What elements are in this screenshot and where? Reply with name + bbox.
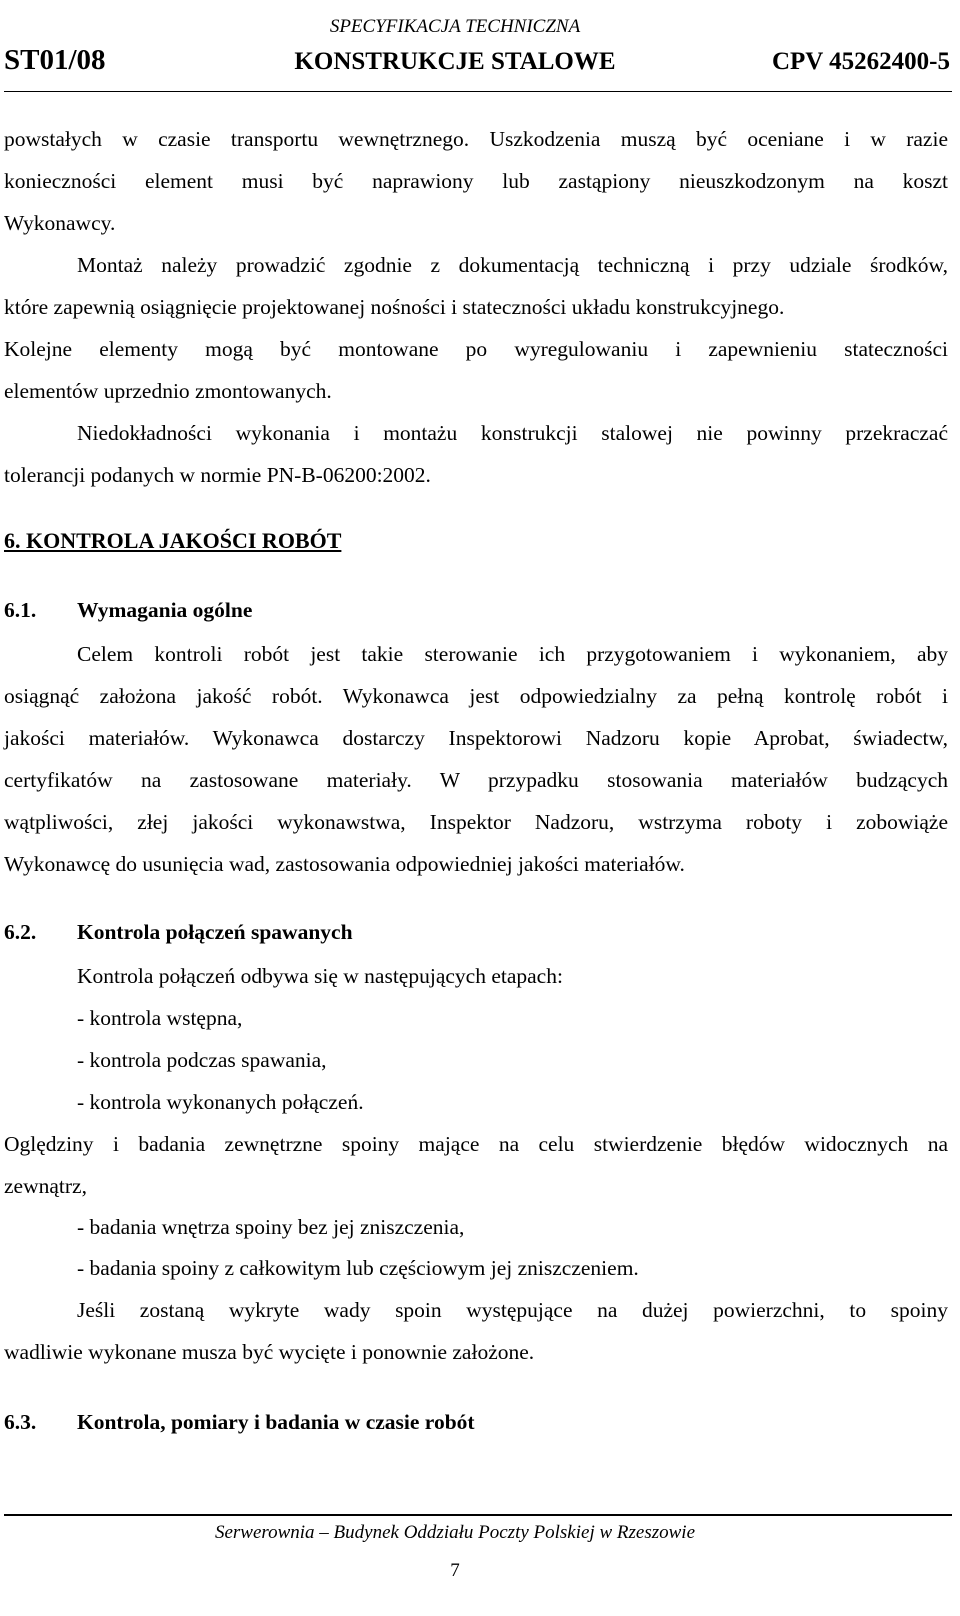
paragraph-line: Wykonawcę do usunięcia wad, zastosowania odpowiedniej jakości materiałów. bbox=[4, 852, 685, 876]
page-number: 7 bbox=[450, 1560, 460, 1581]
section-number-6-1: 6.1. bbox=[4, 598, 37, 622]
paragraph-line: jakości materiałów. Wykonawca dostarczy Inspektorowi Nadzoru kopie Aprobat, świadectw, bbox=[4, 726, 948, 750]
section-title-6-3: Kontrola, pomiary i badania w czasie robót bbox=[77, 1410, 475, 1434]
footer-divider bbox=[4, 1514, 952, 1516]
footer-text: Serwerownia – Budynek Oddziału Poczty Polskiej w Rzeszowie bbox=[214, 1522, 696, 1543]
paragraph-line: tolerancji podanych w normie PN-B-06200:2002. bbox=[4, 463, 431, 487]
paragraph-line: certyfikatów na zastosowane materiały. W przypadku stosowania materiałów budzących bbox=[4, 768, 948, 792]
paragraph-line: Jeśli zostaną wykryte wady spoin występujące na dużej powierzchni, to spoiny bbox=[77, 1298, 948, 1322]
header-cpv: CPV 45262400-5 bbox=[771, 48, 950, 75]
header-divider bbox=[4, 91, 952, 92]
paragraph-line: powstałych w czasie transportu wewnętrznego. Uszkodzenia muszą być oceniane i w razie bbox=[4, 127, 948, 151]
paragraph-line: Niedokładności wykonania i montażu konstrukcji stalowej nie powinny przekraczać bbox=[77, 421, 948, 445]
section-number-6-2: 6.2. bbox=[4, 920, 37, 944]
paragraph-line: Wykonawcy. bbox=[4, 211, 116, 235]
list-item: - badania spoiny z całkowitym lub częściowym jej zniszczeniem. bbox=[77, 1256, 639, 1280]
paragraph-line: Kolejne elementy mogą być montowane po wyregulowaniu i zapewnieniu stateczności bbox=[4, 337, 948, 361]
list-item: - kontrola wstępna, bbox=[77, 1006, 243, 1030]
header-spec-title: SPECYFIKACJA TECHNICZNA bbox=[329, 16, 581, 37]
paragraph-line: konieczności element musi być naprawiony lub zastąpiony nieuszkodzonym na koszt bbox=[4, 169, 948, 193]
paragraph-line: Montaż należy prowadzić zgodnie z dokumentacją techniczną i przy udziale środków, bbox=[77, 253, 948, 277]
section-heading-6: 6. KONTROLA JAKOŚCI ROBÓT bbox=[4, 528, 342, 553]
paragraph-line: elementów uprzednio zmontowanych. bbox=[4, 379, 332, 403]
paragraph-line: Kontrola połączeń odbywa się w następujących etapach: bbox=[77, 964, 563, 988]
paragraph-line: Celem kontroli robót jest takie sterowanie ich przygotowaniem i wykonaniem, aby bbox=[77, 642, 948, 666]
section-number-6-3: 6.3. bbox=[4, 1410, 37, 1434]
header-code: ST01/08 bbox=[4, 44, 106, 76]
paragraph-line: wątpliwości, złej jakości wykonawstwa, Inspektor Nadzoru, wstrzyma roboty i zobowiąże bbox=[4, 810, 948, 834]
paragraph-line: Oględziny i badania zewnętrzne spoiny mające na celu stwierdzenie błędów widocznych na bbox=[4, 1132, 948, 1156]
section-title-6-2: Kontrola połączeń spawanych bbox=[77, 920, 353, 944]
header-title: KONSTRUKCJE STALOWE bbox=[294, 48, 616, 75]
paragraph-line: wadliwie wykonane musza być wycięte i ponownie założone. bbox=[4, 1340, 535, 1364]
list-item: - badania wnętrza spoiny bez jej zniszczenia, bbox=[77, 1215, 465, 1239]
list-item: - kontrola wykonanych połączeń. bbox=[77, 1090, 364, 1114]
list-item: - kontrola podczas spawania, bbox=[77, 1048, 327, 1072]
paragraph-line: zewnątrz, bbox=[4, 1174, 87, 1198]
paragraph-line: osiągnąć założona jakość robót. Wykonawca jest odpowiedzialny za pełną kontrolę robót i bbox=[4, 684, 948, 708]
section-title-6-1: Wymagania ogólne bbox=[77, 598, 253, 622]
paragraph-line: które zapewnią osiągnięcie projektowanej nośności i stateczności układu konstrukcyjnego. bbox=[4, 295, 785, 319]
